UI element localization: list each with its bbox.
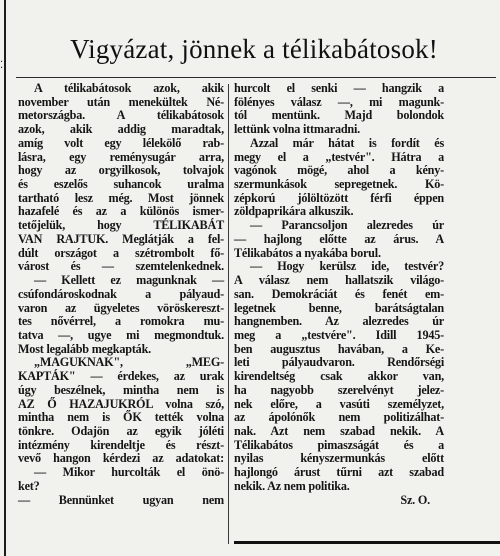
text-line: — hajlong előtte az árus. A xyxy=(234,231,444,246)
text-line: hazafelé és az a különös ismer- xyxy=(18,204,224,219)
margin-marks: ⁚ xyxy=(0,60,4,71)
text-line: várost és — szemtelenkednek. xyxy=(18,259,224,274)
text-line: — Hogy kerülsz ide, testvér? xyxy=(250,259,444,274)
text-line: Azzal már hátat is fordít és xyxy=(250,135,444,150)
text-line: mintha nem is ŐK tették volna xyxy=(18,410,224,425)
text-line: tönkre. Odajön az egyik jóléti xyxy=(18,423,224,438)
text-line: nyilas kényszermunkás előtt xyxy=(234,451,444,466)
text-line: — Bennünket ugyan nem xyxy=(18,492,224,507)
text-line: szermunkások sepregetnek. Kö- xyxy=(234,177,444,192)
text-line: nak. Azt nem szabad nekik. A xyxy=(234,423,444,438)
text-line: A télikabátosok azok, akik xyxy=(34,81,224,95)
text-line: azok, akik addig maradtak, xyxy=(18,122,224,137)
text-line: AZ Ő HAZAJUKRÓL volna szó, xyxy=(18,396,224,411)
text-line: intézmény kirendeltje és részt- xyxy=(18,437,224,452)
text-line: hangnemben. Az alezredes úr xyxy=(234,314,444,329)
text-line: amíg volt egy lélekölő rab- xyxy=(18,135,224,150)
left-border-rule xyxy=(4,0,6,556)
text-line: lettünk volna ittmaradni. xyxy=(234,122,361,137)
headline-rule xyxy=(16,77,496,78)
text-line: A válasz nem hallatszik világo- xyxy=(234,273,444,288)
article-headline: Vigyázat, jönnek a télikabátosok! xyxy=(70,34,438,64)
text-line: tartható lesz még. Most jönnek xyxy=(18,190,224,205)
text-line: meg a „testvére". Idill 1945- xyxy=(234,327,444,342)
text-line: megy el a „testvér". Hátra a xyxy=(234,149,444,164)
text-line: „MAGUKNAK", „MEG- xyxy=(34,355,224,370)
text-line: fölényes válasz —, mi magunk- xyxy=(234,94,444,109)
text-line: tetőjelük, hogy TÉLIKABÁT xyxy=(18,218,224,233)
article-end-rule xyxy=(234,541,500,544)
article-column-right xyxy=(234,82,444,507)
text-line: tatva —, ugye mi megmondtuk. xyxy=(18,327,224,342)
text-line: ha nagyobb szerelvényt jelez- xyxy=(234,382,444,397)
text-line: kirendeltség csak akkor van, xyxy=(234,369,444,384)
text-line: november után menekültek Né- xyxy=(18,94,224,109)
text-line: san. Demokráciát és fenét em- xyxy=(234,286,444,301)
text-line: zöldpaprikára alkuszik. xyxy=(234,204,354,219)
author-signature: Sz. O. xyxy=(400,492,430,507)
text-line: és eszelős suhancok uralma xyxy=(18,177,224,192)
text-line: az ápolónők nem politizálhat- xyxy=(234,410,444,425)
text-line: varon az ügyeletes vöröskereszt- xyxy=(18,300,224,315)
text-line: — Parancsoljon alezredes úr xyxy=(250,218,444,233)
text-line: hurcolt el senki — hangzik a xyxy=(234,81,444,95)
text-line: KAPTÁK" — érdekes, az urak xyxy=(18,369,224,384)
text-line: — Mikor hurcolták el önö- xyxy=(34,465,224,480)
text-line: vagónok mögé, ahol a kény- xyxy=(234,163,444,178)
text-line: nekik. Az nem politika. xyxy=(234,478,350,493)
text-line: tes nővérrel, a romokra mu- xyxy=(18,314,224,329)
text-line: hogy az orgyilkosok, tolvajok xyxy=(18,163,224,178)
text-line: vevő hangon kérdezi az adatokat: xyxy=(18,451,224,466)
text-line: Most legalább megkapták. xyxy=(18,341,151,356)
text-line: zépkorú jólöltözött férfi éppen xyxy=(234,190,444,205)
text-line: leti pályaudvaron. Rendőrségi xyxy=(234,355,444,370)
text-line: legetnek benne, barátságtalan xyxy=(234,300,444,315)
text-line: hajlongó árust tűrni azt szabad xyxy=(234,465,444,480)
text-line: — Kellett ez magunknak — xyxy=(34,273,224,288)
text-line: lásra, egy reménysugár arra, xyxy=(18,149,224,164)
text-line: tól mentünk. Majd bolondok xyxy=(234,108,444,123)
column-divider xyxy=(228,84,229,544)
article-column-left xyxy=(18,82,224,507)
text-line: metországba. A télikabátosok xyxy=(18,108,224,123)
text-line: ben augusztus havában, a Ke- xyxy=(234,341,444,356)
text-line: úgy beszélnek, mintha nem is xyxy=(18,382,224,397)
text-line: dúlt országot a szétrombolt fő- xyxy=(18,245,224,260)
text-line: Télikabátos pimaszságát és a xyxy=(234,437,444,452)
text-line: ket? xyxy=(18,478,40,493)
text-line: Télikabátos a nyakába borul. xyxy=(234,245,381,260)
text-line: VAN RAJTUK. Meglátják a fel- xyxy=(18,231,224,246)
text-line: nek előre, a vasúti személyzet, xyxy=(234,396,444,411)
text-line: csúfondároskodnak a pályaud- xyxy=(18,286,224,301)
